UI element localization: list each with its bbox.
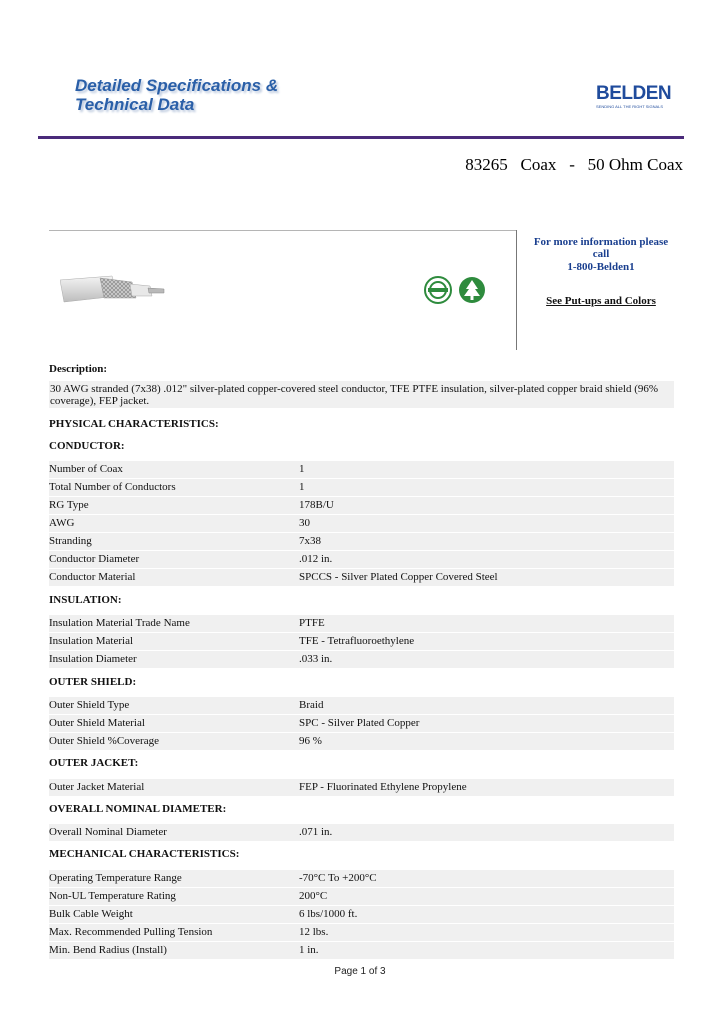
spec-label: Insulation Material	[49, 635, 134, 647]
brand-name: BELDEN	[596, 83, 672, 104]
heading-conductor: CONDUCTOR:	[49, 440, 125, 452]
spec-value: .033 in.	[299, 653, 333, 665]
spec-value: 1	[299, 481, 305, 493]
spec-value: PTFE	[299, 617, 325, 629]
spec-row	[49, 551, 674, 568]
spec-label: Outer Shield Material	[49, 717, 145, 729]
spec-value: .071 in.	[299, 826, 333, 838]
product-number: 83265	[465, 155, 508, 174]
spec-row	[49, 779, 674, 796]
spec-row	[49, 906, 674, 923]
spec-row	[49, 715, 674, 732]
brand-tagline: SENDING ALL THE RIGHT SIGNALS	[596, 104, 664, 109]
spec-row	[49, 651, 674, 668]
spec-value: TFE - Tetrafluoroethylene	[299, 635, 415, 647]
brand-logo	[596, 84, 676, 109]
spec-row	[49, 733, 674, 750]
spec-row	[49, 888, 674, 905]
spec-row	[49, 569, 674, 586]
spec-row	[49, 697, 674, 714]
spec-row	[49, 870, 674, 887]
contact-line-1: For more information please	[533, 236, 669, 248]
document-title	[75, 76, 278, 114]
spec-value: 200°C	[299, 890, 328, 902]
contact-panel	[521, 236, 681, 307]
spec-label: Conductor Material	[49, 571, 136, 583]
spec-label: Insulation Diameter	[49, 653, 137, 665]
product-name: 50 Ohm Coax	[587, 155, 683, 174]
heading-mechanical: MECHANICAL CHARACTERISTICS:	[49, 848, 240, 860]
spec-value: 1	[299, 463, 305, 475]
spec-label: Operating Temperature Range	[49, 872, 182, 884]
cable-image-icon	[60, 272, 172, 308]
header-rule	[38, 136, 684, 139]
spec-label: Min. Bend Radius (Install)	[49, 944, 167, 956]
title-line-1: Detailed Specifications &	[75, 76, 279, 95]
spec-value: 30	[299, 517, 310, 529]
spec-row	[49, 824, 674, 841]
title-line-2: Technical Data	[75, 95, 195, 114]
spec-label: Number of Coax	[49, 463, 123, 475]
spec-value: -70°C To +200°C	[299, 872, 377, 884]
spec-value: SPCCS - Silver Plated Copper Covered Steel	[299, 571, 498, 583]
spec-value: FEP - Fluorinated Ethylene Propylene	[299, 781, 467, 793]
spec-label: Conductor Diameter	[49, 553, 140, 565]
spec-label: Stranding	[49, 535, 92, 547]
spec-row	[49, 633, 674, 650]
contact-line-2: call	[592, 248, 610, 260]
spec-row	[49, 461, 674, 478]
spec-row	[49, 615, 674, 632]
spec-label: Outer Jacket Material	[49, 781, 145, 793]
heading-physical: PHYSICAL CHARACTERISTICS:	[49, 418, 219, 430]
spec-label: Overall Nominal Diameter	[49, 826, 167, 838]
spec-row	[49, 533, 674, 550]
spec-value: .012 in.	[299, 553, 333, 565]
spec-label: Outer Shield Type	[49, 699, 130, 711]
product-type: Coax	[520, 155, 557, 174]
description-label: Description:	[49, 363, 108, 375]
spec-row	[49, 515, 674, 532]
spec-value: 96 %	[299, 735, 322, 747]
spec-row	[49, 942, 674, 959]
heading-outer-jacket: OUTER JACKET:	[49, 757, 139, 769]
spec-value: 6 lbs/1000 ft.	[299, 908, 358, 920]
spec-label: Non-UL Temperature Rating	[49, 890, 176, 902]
hero-divider	[516, 230, 517, 350]
heading-outer-shield: OUTER SHIELD:	[49, 676, 137, 688]
spec-value: Braid	[299, 699, 324, 711]
spec-value: SPC - Silver Plated Copper	[299, 717, 420, 729]
page-number: Page 1 of 3	[334, 966, 386, 977]
product-title	[465, 155, 683, 175]
product-separator: -	[569, 155, 575, 174]
spec-row	[49, 479, 674, 496]
ul-certification-icon	[424, 276, 452, 304]
green-tree-icon	[457, 276, 487, 304]
contact-phone[interactable]: 1-800-Belden1	[567, 261, 635, 273]
spec-row	[49, 497, 674, 514]
spec-value: 7x38	[299, 535, 321, 547]
spec-value: 12 lbs.	[299, 926, 329, 938]
heading-overall-diameter: OVERALL NOMINAL DIAMETER:	[49, 803, 227, 815]
description-text: 30 AWG stranded (7x38) .012" silver-plated copper-covered steel conductor, TFE PTFE insulation, silver-plated copper braid shield (96% coverage), FEP jacket.	[49, 381, 674, 408]
spec-label: Max. Recommended Pulling Tension	[49, 926, 213, 938]
spec-label: Outer Shield %Coverage	[49, 735, 159, 747]
heading-insulation: INSULATION:	[49, 594, 122, 606]
spec-value: 1 in.	[299, 944, 319, 956]
spec-row	[49, 924, 674, 941]
spec-label: Bulk Cable Weight	[49, 908, 133, 920]
spec-label: Insulation Material Trade Name	[49, 617, 190, 629]
spec-label: AWG	[49, 517, 75, 529]
spec-value: 178B/U	[299, 499, 334, 511]
spec-label: Total Number of Conductors	[49, 481, 176, 493]
putups-colors-link[interactable]: See Put-ups and Colors	[546, 295, 656, 307]
spec-label: RG Type	[49, 499, 89, 511]
